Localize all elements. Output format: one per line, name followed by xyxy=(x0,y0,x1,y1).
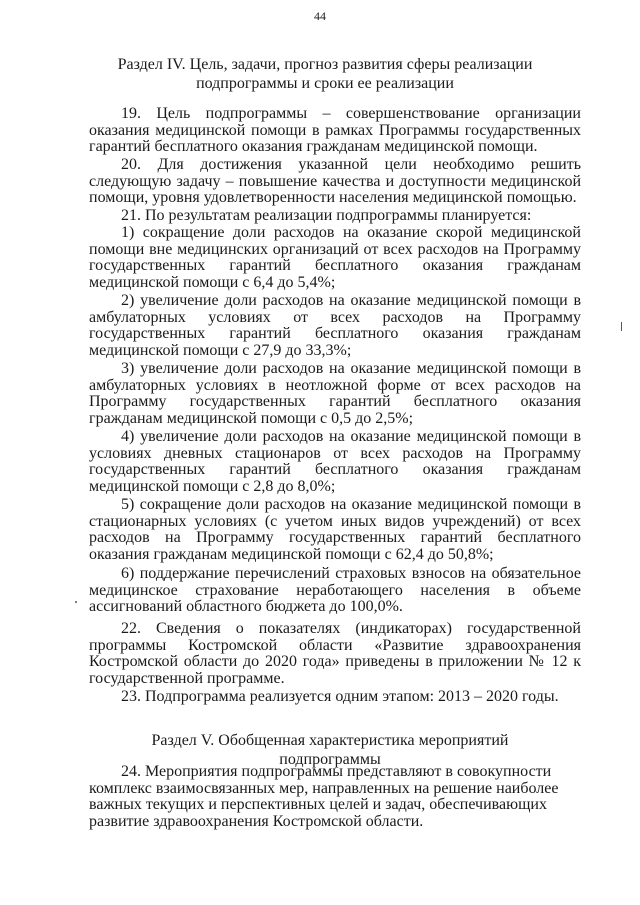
list-item: 5) сокращение доли расходов на оказание медицинской помощи в стационарных условиях (с учетом иных видов учреждений) от всех расходов на Программу государственных гарантий бесплатного оказания гражданам медицинской помощи с 62,4 до 50,8%; xyxy=(89,496,581,564)
list-item: 6) поддержание перечислений страховых взносов на обязательное медицинское страхование неработающего населения в объеме ассигнований областного бюджета до 100,0%. xyxy=(89,565,581,616)
paragraph-24-line: комплекс взаимосвязанных мер, направленных на решение наиболее xyxy=(89,779,559,797)
paragraph-24-line: 24. Мероприятия подпрограммы представляют в совокупности xyxy=(121,763,552,780)
section-4-title: Раздел IV. Цель, задачи, прогноз развития сферы реализации подпрограммы и сроки ее реализации xyxy=(117,56,533,92)
paragraph-24-line: важных текущих и перспективных целей и задач, обеспечивающих xyxy=(89,796,547,814)
scan-mark xyxy=(75,601,77,603)
scan-mark xyxy=(621,322,622,331)
paragraph-24 xyxy=(89,764,586,831)
list-item: 3) увеличение доли расходов на оказание медицинской помощи в амбулаторных условиях в неотложной форме от всех расходов на Программу государственных гарантий бесплатного оказания гражданам медицинской помощи с 0,5 до 2,5%; xyxy=(89,360,581,428)
list-item: 4) увеличение доли расходов на оказание медицинской помощи в условиях дневных стационаров от всех расходов на Программу государственных гарантий бесплатного оказания гражданам медицинской помощи с 2,8 до 8,0%; xyxy=(89,428,581,496)
paragraph-23: 23. Подпрограмма реализуется одним этапом: 2013 – 2020 годы. xyxy=(121,688,559,705)
paragraph-22: 22. Сведения о показателях (индикаторах) государственной программы Костромской области «Развитие здравоохранения Костромской области до 2020 года» приведены в приложении № 12 к государственной программе. xyxy=(89,620,581,688)
paragraph-20: 20. Для достижения указанной цели необходимо решить следующую задачу – повышение качества и доступности медицинской помощи, уровня удовлетворенности населения медицинской помощью. xyxy=(89,156,581,207)
paragraph-21: 21. По результатам реализации подпрограммы планируется: xyxy=(121,207,532,224)
page-number: 44 xyxy=(314,9,326,23)
list-item: 2) увеличение доли расходов на оказание медицинской помощи в амбулаторных условиях от всех расходов на Программу государственных гарантий бесплатного оказания гражданам медицинской помощи с 27,9 до 33,3%; xyxy=(89,292,581,360)
list-item: 1) сокращение доли расходов на оказание скорой медицинской помощи вне медицинских организаций от всех расходов на Программу государственных гарантий бесплатного оказания гражданам медицинской помощи с 6,4 до 5,4%; xyxy=(89,224,581,292)
paragraph-19: 19. Цель подпрограммы – совершенствование организации оказания медицинской помощи в рамках Программы государственных гарантий бесплатного оказания гражданам медицинской помощи. xyxy=(89,105,581,156)
section-5-title: Раздел V. Обобщенная характеристика мероприятий подпрограммы xyxy=(151,732,509,768)
paragraph-24-line: развитие здравоохранения Костромской области. xyxy=(89,813,424,831)
